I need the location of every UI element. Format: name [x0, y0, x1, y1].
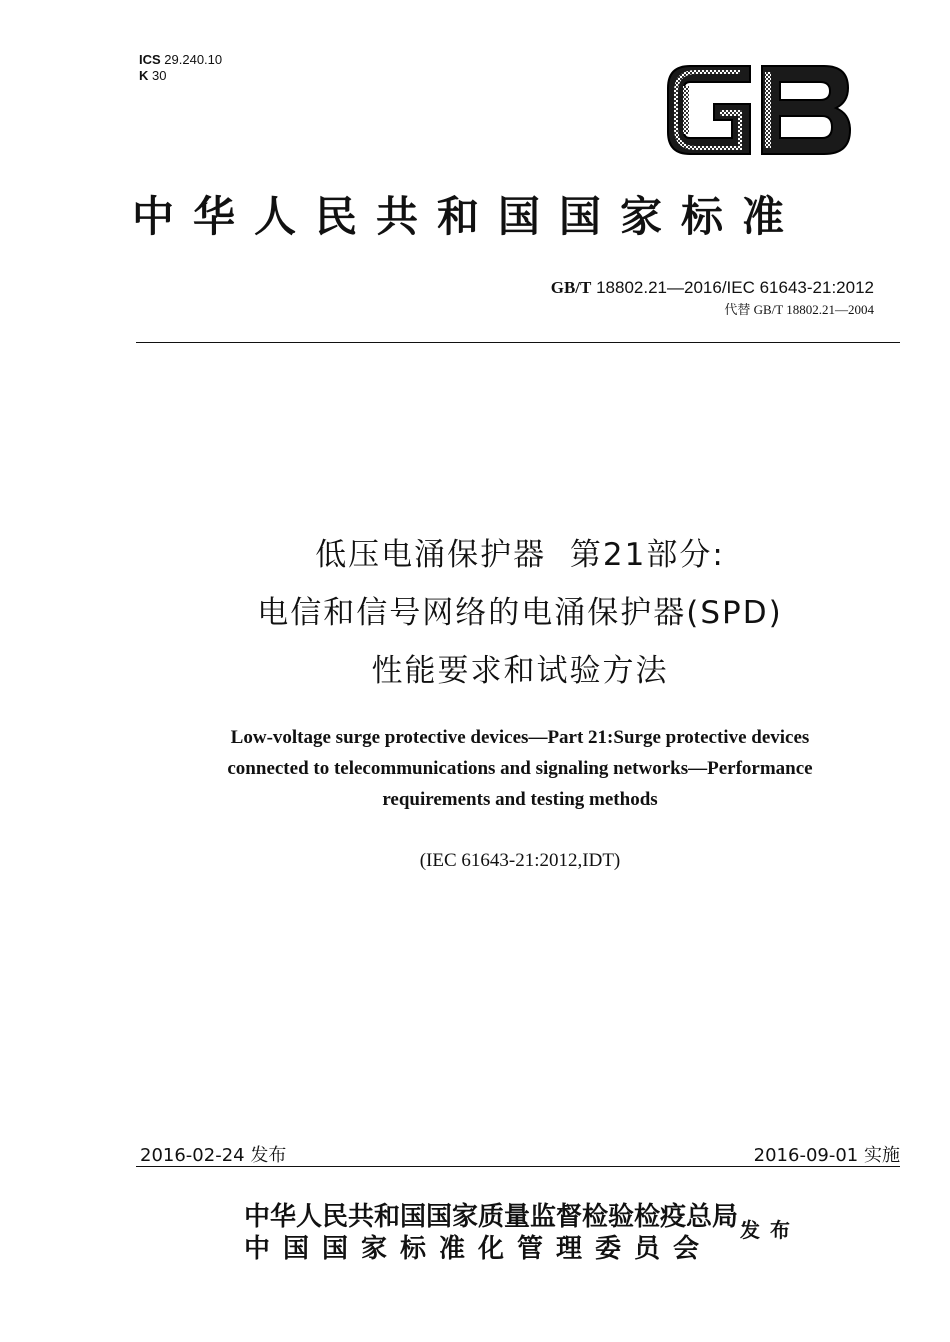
chinese-title [0, 526, 950, 700]
gb-logo-text: GB [660, 58, 662, 59]
standard-prefix: GB/T [550, 278, 592, 297]
issue-date: 2016-02-24 发布 [140, 1145, 287, 1166]
k-code: 30 [152, 68, 167, 83]
ics-code-block [139, 52, 222, 84]
replaces-standard: 代替 GB/T 18802.21—2004 [724, 302, 874, 317]
implementation-date: 2016-09-01 实施 [753, 1145, 900, 1166]
national-standard-title: 中华人民共和国国家标准 [132, 192, 804, 241]
english-title [0, 722, 950, 815]
english-title-line-1: Low-voltage surge protective devices—Part 21:Surge protective devices [230, 727, 810, 748]
standard-code: 18802.21—2016/IEC 61643-21:2012 [596, 278, 874, 297]
issuer-aqsiq: 中华人民共和国国家质量监督检验检疫总局 [244, 1202, 739, 1232]
chinese-title-line-3: 性能要求和试验方法 [371, 653, 669, 689]
publish-label: 发布 [740, 1218, 800, 1242]
k-label: K [139, 68, 149, 83]
chinese-title-line-1: 低压电涌保护器 第21部分: [315, 537, 725, 573]
english-title-line-2: connected to telecommunications and signaling networks—Performance [227, 758, 813, 779]
chinese-title-line-2: 电信和信号网络的电涌保护器(SPD) [257, 595, 783, 631]
ics-code: 29.240.10 [164, 52, 223, 67]
bottom-divider [136, 1166, 900, 1167]
iec-equivalence: (IEC 61643-21:2012,IDT) [419, 850, 621, 871]
english-title-line-3: requirements and testing methods [382, 789, 658, 810]
top-divider [136, 342, 900, 343]
ics-label: ICS [139, 52, 161, 67]
issuer-sac: 中国国家标准化管理委员会 [244, 1234, 713, 1264]
standard-number [551, 278, 874, 298]
gb-logo [660, 58, 856, 162]
